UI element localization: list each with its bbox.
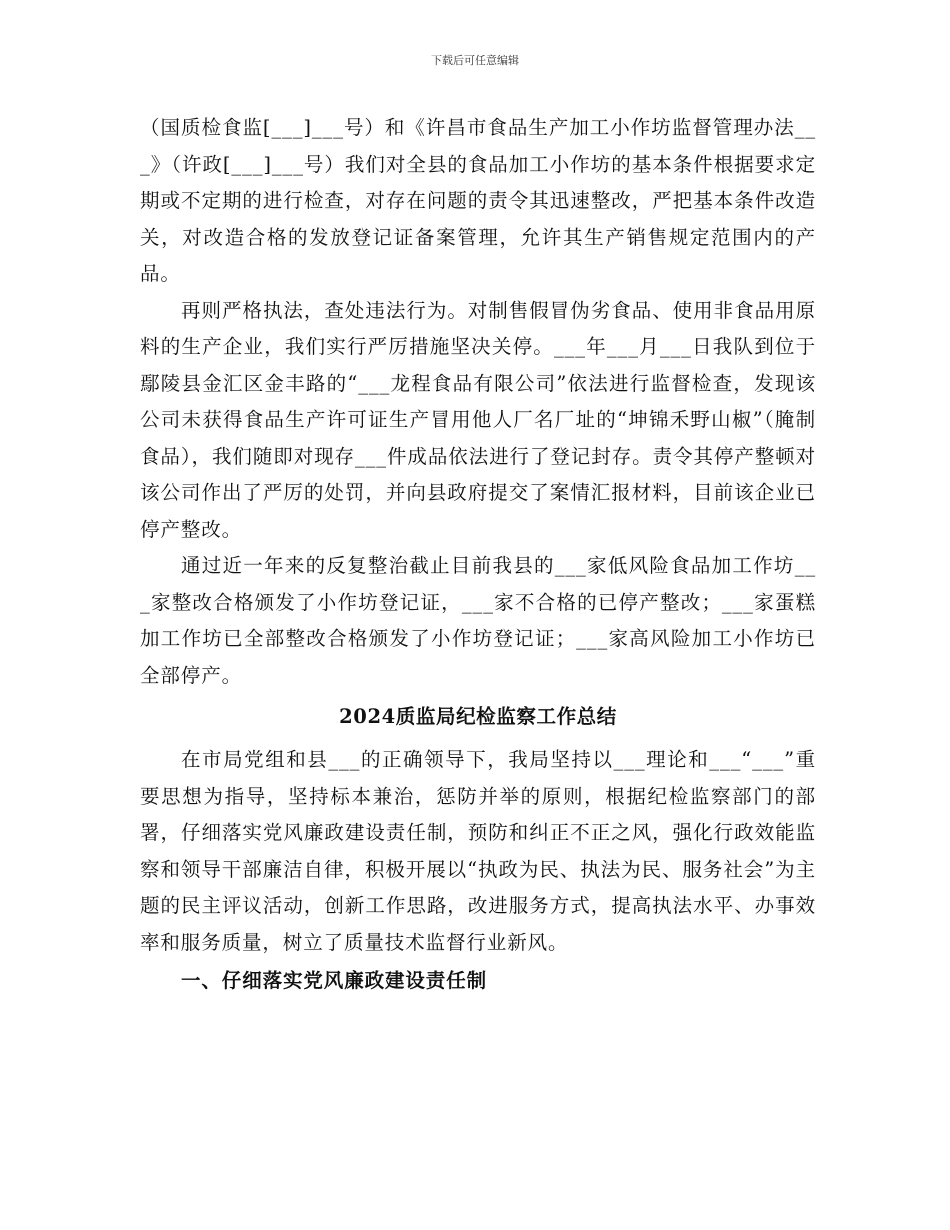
section-heading-1: 一、仔细落实党风廉政建设责任制 [181,969,488,992]
page-header: 下载后可任意编辑 [431,54,519,67]
paragraph-3: 通过近一年来的反复整治截止目前我县的___家低风险食品加工作坊___家整改合格颁发了小作坊登记证，___家不合格的已停产整改；___家蛋糕加工作坊已全部整改合格颁发了小作坊登记证；___家高风险加工小作坊已全部停产。 [140,554,816,687]
paragraph-2: 再则严格执法，查处违法行为。对制售假冒伪劣食品、使用非食品用原料的生产企业，我们实行严厉措施坚决关停。___年___月___日我队到位于鄢陵县金汇区金丰路的“___龙程食品有限公司”依法进行监督检查，发现该公司未获得食品生产许可证生产冒用他人厂名厂址的“坤锦禾野山椒”（腌制食品），我们随即对现存___件成品依法进行了登记封存。责令其停产整顿对该公司作出了严厉的处罚，并向县政府提交了案情汇报材料，目前该企业已停产整改。 [140,298,816,541]
paragraph-4: 在市局党组和县___的正确领导下，我局坚持以___理论和___“___”重要思想为指导，坚持标本兼治，惩防并举的原则，根据纪检监察部门的部署，仔细落实党风廉政建设责任制，预防和纠正不正之风，强化行政效能监察和领导干部廉洁自律，积极开展以“执政为民、执法为民、服务社会”为主题的民主评议活动，创新工作思路，改进服务方式，提高执法水平、办事效率和服务质量，树立了质量技术监督行业新风。 [140,748,816,954]
paragraph-1: （国质检食监[___]___号）和《许昌市食品生产加工小作坊监督管理办法___》（许政[___]___号）我们对全县的食品加工小作坊的基本条件根据要求定期或不定期的进行检查，对存在问题的责令其迅速整改，严把基本条件改造关，对改造合格的发放登记证备案管理，允许其生产销售规定范围内的产品。 [140,116,816,285]
document-title: 2024质监局纪检监察工作总结 [339,705,617,728]
document-body [140,110,816,999]
